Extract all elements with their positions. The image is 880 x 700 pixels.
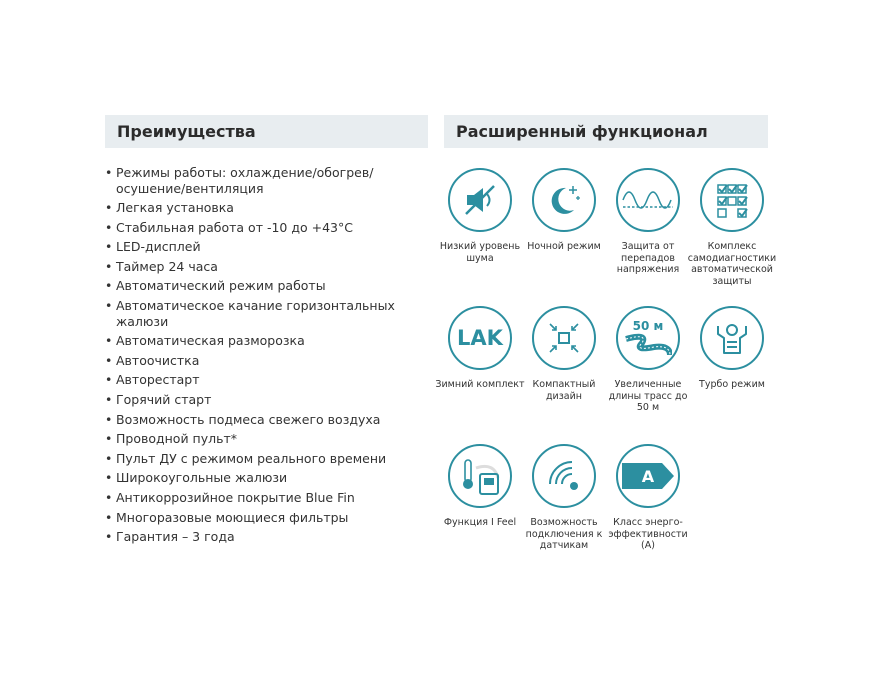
turbo-mode-icon	[700, 306, 764, 370]
benefit-item: • Режимы работы: охлаждение/обогрев/ осушение/вентиляция	[105, 165, 405, 196]
benefit-item: • Стабильная работа от -10 до +43°С	[105, 220, 405, 236]
winter-kit-text: LAK	[457, 326, 503, 350]
feature-sensor-connection	[518, 444, 610, 552]
sensor-connection-icon	[532, 444, 596, 508]
benefit-item: • Пульт ДУ с режимом реального времени	[105, 451, 405, 467]
feature-label: Низкий уровень шума	[439, 241, 521, 264]
feature-label: Компактный дизайн	[532, 379, 596, 402]
feature-night-mode	[518, 168, 610, 253]
benefit-item: • Автоочистка	[105, 353, 405, 369]
feature-long-pipes	[602, 306, 694, 414]
feature-label: Функция I Feel	[443, 517, 517, 528]
long-pipes-icon	[616, 306, 680, 370]
feature-label: Ночной режим	[527, 241, 601, 252]
benefit-item: • Автоматическая разморозка	[105, 333, 405, 349]
feature-label: Защита от перепадов напряжения	[616, 241, 680, 275]
compact-design-icon	[532, 306, 596, 370]
long-pipes-text: 50 м	[632, 318, 664, 333]
benefits-list	[105, 165, 405, 549]
benefit-item: • Авторестарт	[105, 372, 405, 388]
benefit-item: • Многоразовые моющиеся фильтры	[105, 510, 405, 526]
benefit-item: • Автоматический режим работы	[105, 278, 405, 294]
feature-label: Возможность подключения к датчикам	[525, 517, 603, 551]
feature-label: Турбо режим	[699, 379, 765, 390]
feature-self-diagnostics	[686, 168, 778, 287]
feature-label: Увеличенные длины трасс до 50 м	[608, 379, 688, 413]
benefit-item: • Антикоррозийное покрытие Blue Fin	[105, 490, 405, 506]
feature-energy-class	[602, 444, 694, 552]
benefit-item: • Легкая установка	[105, 200, 405, 216]
low-noise-icon	[448, 168, 512, 232]
feature-label: Зимний комплект	[435, 379, 525, 390]
benefit-item: • Широкоугольные жалюзи	[105, 470, 405, 486]
feature-label: Комплекс самодиагностики автоматической защиты	[687, 241, 777, 287]
feature-label: Класс энерго-эффективности (A)	[608, 517, 688, 551]
energy-class-icon	[616, 444, 680, 508]
winter-kit-icon	[448, 306, 512, 370]
night-mode-icon	[532, 168, 596, 232]
benefit-item: • Возможность подмеса свежего воздуха	[105, 412, 405, 428]
energy-class-text: A	[641, 466, 655, 486]
features-header: Расширенный функционал	[444, 115, 768, 148]
benefit-item: • LED-дисплей	[105, 239, 405, 255]
benefit-item: • Проводной пульт*	[105, 431, 405, 447]
feature-i-feel	[434, 444, 526, 529]
benefit-item: • Гарантия – 3 года	[105, 529, 405, 545]
feature-compact-design	[518, 306, 610, 402]
benefits-header: Преимущества	[105, 115, 428, 148]
feature-winter-kit	[434, 306, 526, 391]
self-diagnostics-icon	[700, 168, 764, 232]
feature-turbo-mode	[686, 306, 778, 391]
benefit-item: • Горячий старт	[105, 392, 405, 408]
voltage-protection-icon	[616, 168, 680, 232]
feature-low-noise	[434, 168, 526, 264]
feature-voltage-protection	[602, 168, 694, 276]
i-feel-icon	[448, 444, 512, 508]
benefit-item: • Таймер 24 часа	[105, 259, 405, 275]
benefit-item: • Автоматическое качание горизонтальных жалюзи	[105, 298, 405, 329]
